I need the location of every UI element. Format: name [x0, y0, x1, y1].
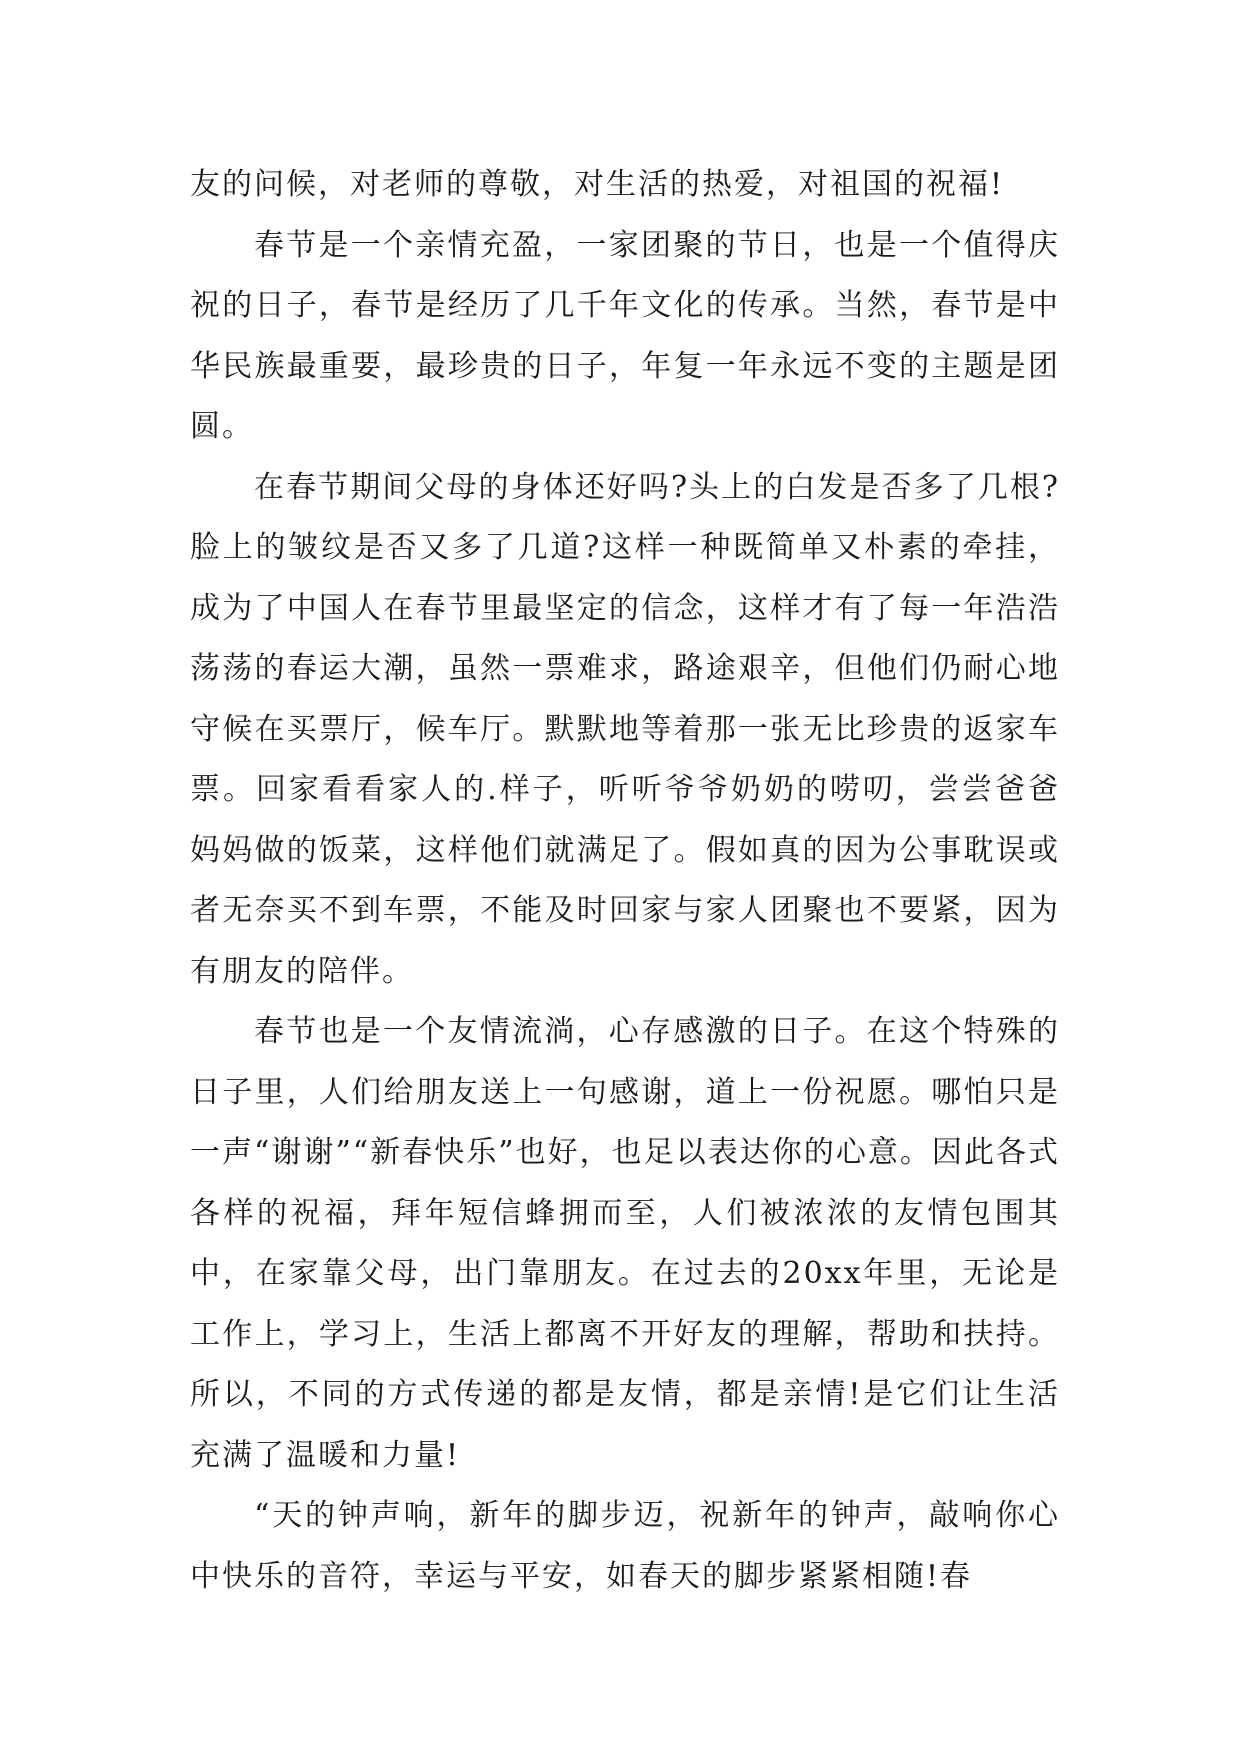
paragraph: 在春节期间父母的身体还好吗?头上的白发是否多了几根?脸上的皱纹是否又多了几道?这样一种既简单又朴素的牵挂，成为了中国人在春节里最坚定的信念，这样才有了每一年浩浩荡荡的春运大潮，虽然一票难求，路途艰辛，但他们仍耐心地守候在买票厅，候车厅。默默地等着那一张无比珍贵的返家车票。回家看看家人的.样子，听听爷爷奶奶的唠叨，尝尝爸爸妈妈做的饭菜，这样他们就满足了。假如真的因为公事耽误或者无奈买不到车票，不能及时回家与家人团聚也不要紧，因为有朋友的陪伴。	[190, 469, 1060, 989]
paragraph: 春节也是一个友情流淌，心存感激的日子。在这个特殊的日子里，人们给朋友送上一句感谢，道上一份祝愿。哪怕只是一声“谢谢”“新春快乐”也好，也足以表达你的心意。因此各式各样的祝福，拜年短信蜂拥而至，人们被浓浓的友情包围其中，在家靠父母，出门靠朋友。在过去的20xx年里，无论是工作上，学习上，生活上都离不开好友的理解，帮助和扶持。所以，不同的方式传递的都是友情，都是亲情!是它们让生活充满了温暖和力量!	[190, 1014, 1060, 1473]
paragraph: 友的问候，对老师的尊敬，对生活的热爱，对祖国的祝福!	[190, 167, 1005, 202]
paragraph: “天的钟声响，新年的脚步迈，祝新年的钟声，敲响你心中快乐的音符，幸运与平安，如春天的脚步紧紧相随!春	[190, 1498, 1060, 1594]
document-body	[190, 155, 1060, 1607]
paragraph: 春节是一个亲情充盈，一家团聚的节日，也是一个值得庆祝的日子，春节是经历了几千年文化的传承。当然，春节是中华民族最重要，最珍贵的日子，年复一年永远不变的主题是团圆。	[190, 227, 1060, 444]
